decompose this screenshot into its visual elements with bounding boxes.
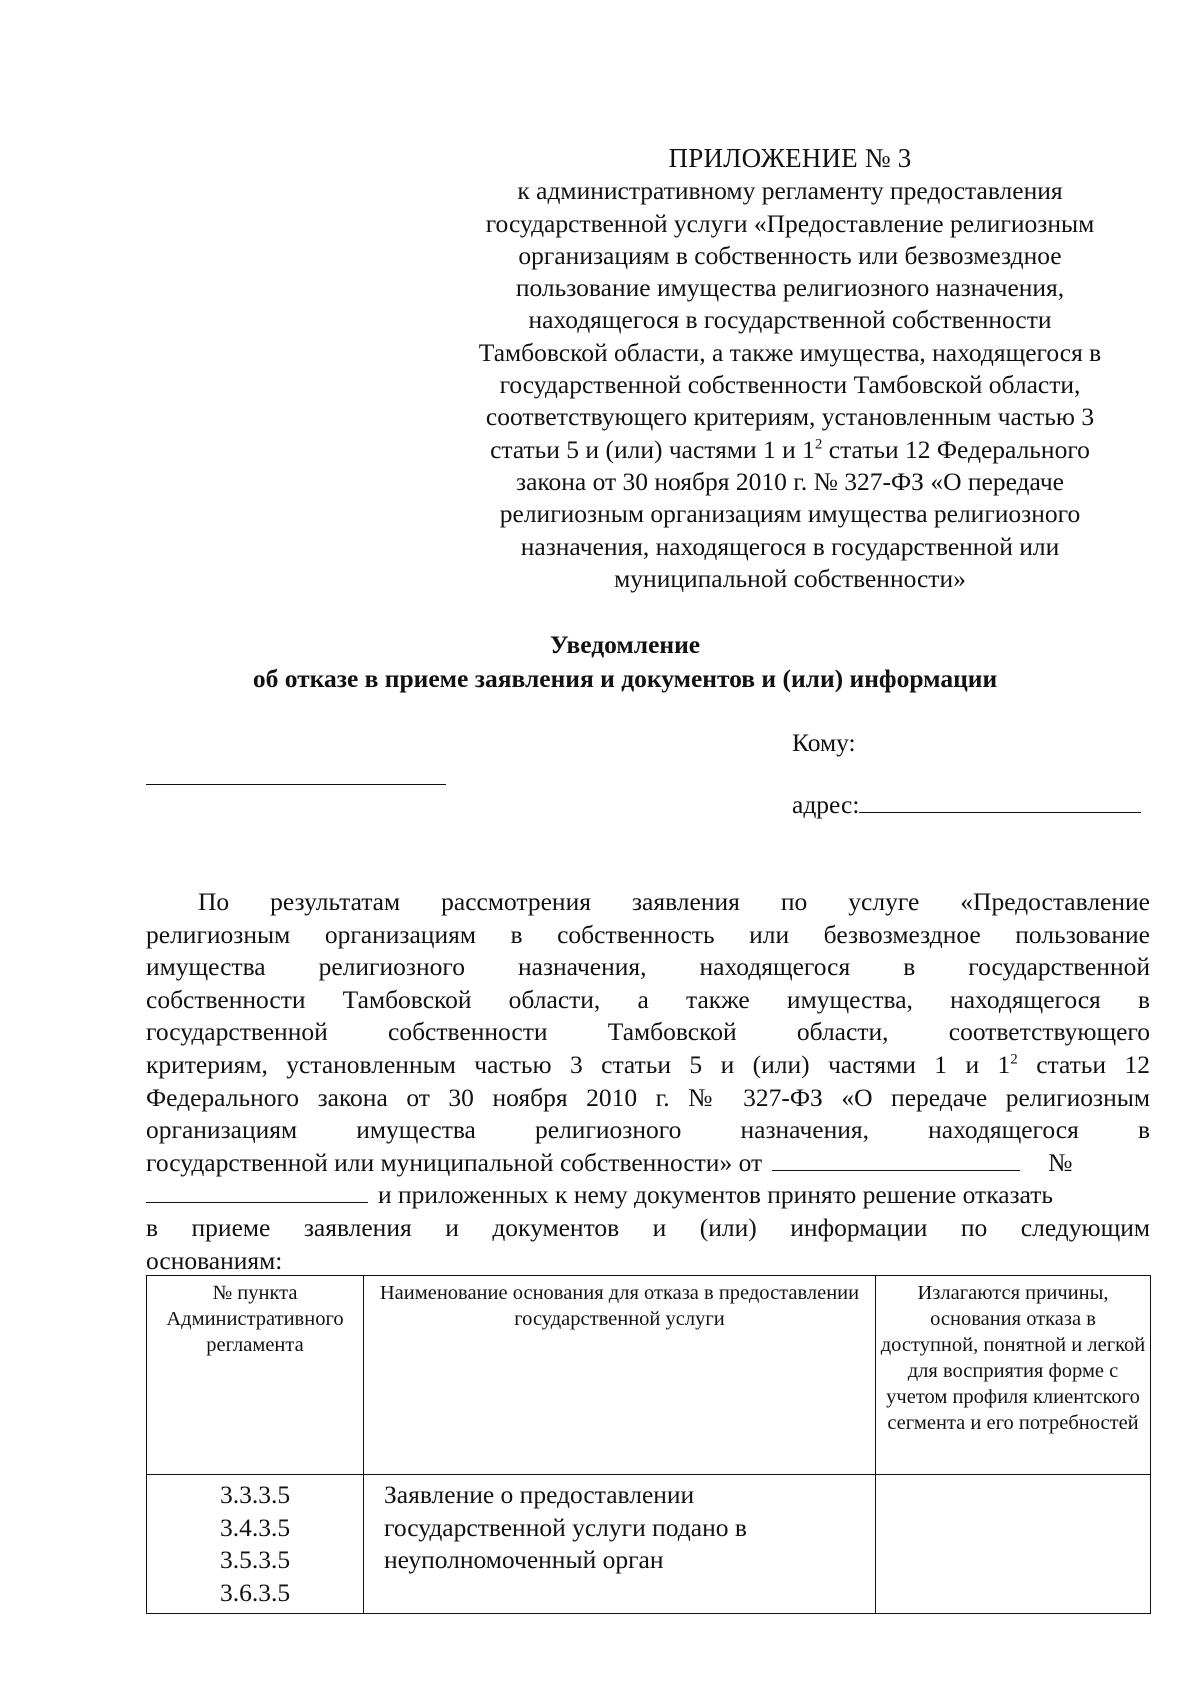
appendix-header	[430, 142, 1150, 595]
body-line: государственной собственности Тамбовской области, соответствующего	[146, 1017, 1150, 1047]
refusal-reason-cell: Заявление о предоставлении государственной услуги подано в неуполномоченный орган	[364, 1475, 876, 1614]
body-line-part: и приложенных к нему документов принято решение отказать	[378, 1180, 1054, 1210]
address-field	[792, 790, 1141, 820]
recipient-blank-line	[146, 784, 446, 785]
appendix-line: религиозным организациям имущества религиозного	[499, 499, 1081, 529]
body-line: собственности Тамбовской области, а также имущества, находящегося в	[146, 984, 1150, 1014]
regulation-point: 3.3.3.5	[219, 1480, 291, 1509]
body-line	[146, 1179, 1150, 1212]
body-line: основаниям:	[146, 1245, 283, 1275]
notice-title-line1: Уведомление	[549, 630, 701, 659]
appendix-line: Тамбовской области, а также имущества, находящегося в	[478, 337, 1102, 367]
appendix-line: соответствующего критериям, установленным частью 3	[485, 402, 1095, 432]
appendix-line: государственной собственности Тамбовской области,	[499, 370, 1081, 400]
body-line-part: статьи 12	[1017, 1049, 1150, 1079]
recipient-label: Кому:	[792, 728, 856, 757]
refusal-grounds-table	[146, 1275, 1151, 1614]
explanation-cell	[876, 1475, 1151, 1614]
number-blank-line	[146, 1201, 368, 1203]
body-line: имущества религиозного назначения, находящегося в государственной	[146, 952, 1150, 982]
date-blank-line	[772, 1169, 1020, 1171]
appendix-line-part: статьи 12 Федерального	[822, 434, 1090, 464]
notice-title	[150, 628, 1100, 696]
body-line-part: государственной или муниципальной собственности» от	[146, 1147, 763, 1177]
body-line	[146, 1049, 1150, 1082]
body-line: религиозным организациям в собственность или безвозмездное пользование	[146, 919, 1150, 949]
appendix-line: муниципальной собственности»	[614, 563, 966, 593]
body-line: в приеме заявления и документов и (или) информации по следующим	[146, 1212, 1150, 1242]
body-line: Федерального закона от 30 ноября 2010 г. № 327-ФЗ «О передаче религиозным	[146, 1082, 1150, 1112]
regulation-point: 3.6.3.5	[219, 1577, 291, 1607]
address-blank-line	[859, 811, 1141, 813]
appendix-line: пользование имущества религиозного назначения,	[515, 273, 1065, 303]
appendix-title: ПРИЛОЖЕНИЕ № 3	[668, 143, 912, 173]
number-sign: №	[1048, 1147, 1073, 1177]
address-label: адрес:	[792, 790, 860, 819]
regulation-points-cell	[147, 1475, 364, 1614]
regulation-point: 3.5.3.5	[219, 1545, 291, 1574]
table-row	[147, 1475, 1151, 1614]
table-header-row	[147, 1276, 1151, 1475]
appendix-line: находящегося в государственной собственности	[528, 305, 1052, 335]
notice-title-line2: об отказе в приеме заявления и документов и (или) информации	[252, 664, 998, 693]
appendix-line-part: статьи 5 и (или) частями 1 и 1	[490, 434, 815, 464]
appendix-line	[430, 434, 1150, 466]
body-line: организациям имущества религиозного назначения, находящегося в	[146, 1115, 1150, 1145]
body-line	[146, 1147, 1150, 1180]
appendix-line: закона от 30 ноября 2010 г. № 327-ФЗ «О передаче	[516, 466, 1064, 496]
superscript: 2	[1010, 1051, 1018, 1068]
appendix-line: организациям в собственность или безвозмездное	[518, 240, 1062, 270]
superscript: 2	[814, 436, 823, 453]
appendix-line: назначения, находящегося в государственной или	[520, 531, 1060, 561]
regulation-point: 3.4.3.5	[219, 1512, 291, 1542]
body-line: По результатам рассмотрения заявления по услуге «Предоставление	[198, 887, 1150, 916]
body-line-part: критериям, установленным частью 3 статьи 5 и (или) частями 1 и 1	[146, 1049, 1011, 1079]
column-header: Излагаются причины, основания отказа в доступной, понятной и легкой для восприятия форме с учетом профиля клиентского сегмента и его потребностей	[876, 1276, 1151, 1475]
appendix-line: к административному регламенту предоставления	[517, 176, 1063, 206]
notice-body	[146, 886, 1150, 1277]
appendix-line: государственной услуги «Предоставление религиозным	[485, 208, 1095, 238]
column-header: Наименование основания для отказа в предоставлении государственной услуги	[364, 1276, 876, 1475]
column-header: № пункта Административного регламента	[147, 1276, 364, 1475]
